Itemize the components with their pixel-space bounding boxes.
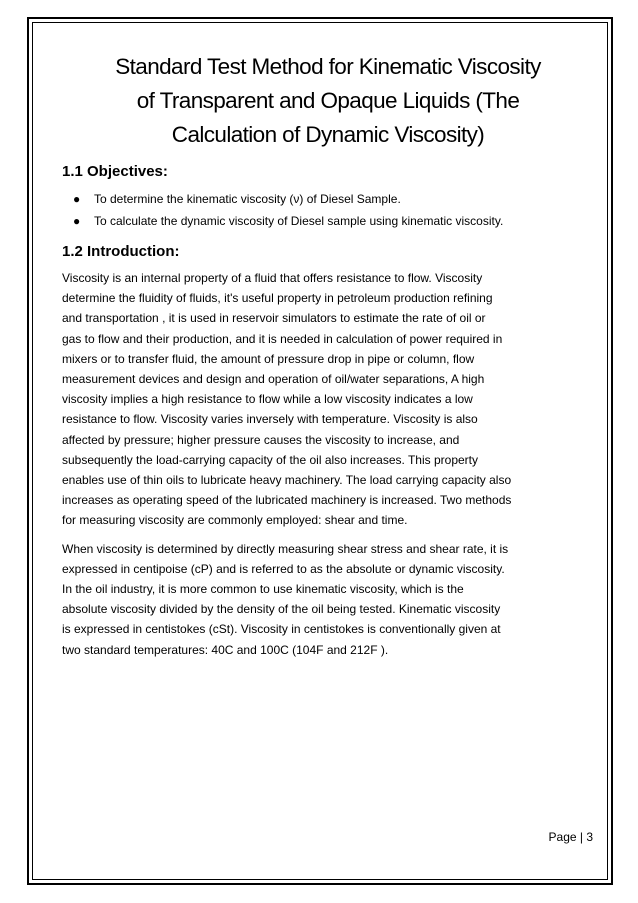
objectives-list: [62, 188, 594, 232]
bullet-icon: ●: [73, 192, 81, 206]
page-number: Page | 3: [548, 830, 593, 844]
title-line: of Transparent and Opaque Liquids (The: [136, 88, 520, 113]
introduction-heading: 1.2 Introduction:: [62, 243, 180, 260]
paragraph-line: subsequently the load-carrying capacity of the oil also increases. This property: [62, 452, 478, 467]
objective-text: To determine the kinematic viscosity (ν) of Diesel Sample.: [94, 192, 401, 206]
paragraph-line: absolute viscosity divided by the density of the oil being tested. Kinematic viscosity: [62, 602, 501, 617]
title-line: Standard Test Method for Kinematic Viscosity: [115, 54, 541, 79]
paragraph-line: enables use of thin oils to lubricate heavy machinery. The load carrying capacity also: [62, 473, 512, 488]
paragraph-line: Viscosity is an internal property of a fluid that offers resistance to flow. Viscosity: [62, 271, 483, 285]
paragraph-line: viscosity implies a high resistance to flow while a low viscosity indicates a low: [62, 392, 473, 407]
paragraph-line: for measuring viscosity are commonly employed: shear and time.: [62, 513, 408, 528]
objective-text: To calculate the dynamic viscosity of Diesel sample using kinematic viscosity.: [94, 214, 504, 228]
paragraph-line: affected by pressure; higher pressure causes the viscosity to increase, and: [62, 432, 460, 447]
paragraph-line: determine the fluidity of fluids, it's useful property in petroleum production refining: [62, 291, 493, 306]
bullet-icon: ●: [73, 214, 81, 228]
objectives-heading: 1.1 Objectives:: [62, 163, 168, 180]
paragraph-line: resistance to flow. Viscosity varies inversely with temperature. Viscosity is also: [62, 412, 478, 427]
document-title: [62, 50, 594, 152]
paragraph-line: increases as operating speed of the lubricated machinery is increased. Two methods: [62, 493, 512, 508]
document-content: [62, 50, 594, 668]
introduction-paragraph-2: [62, 539, 594, 660]
paragraph-line: expressed in centipoise (cP) and is referred to as the absolute or dynamic viscosity.: [62, 561, 505, 576]
paragraph-line: is expressed in centistokes (cSt). Viscosity in centistokes is conventionally given at: [62, 622, 501, 637]
paragraph-line: gas to flow and their production, and it is needed in calculation of power required in: [62, 331, 503, 346]
paragraph-line: mixers or to transfer fluid, the amount of pressure drop in pipe or column, flow: [62, 351, 475, 366]
paragraph-line: When viscosity is determined by directly measuring shear stress and shear rate, it is: [62, 541, 509, 556]
paragraph-line: measurement devices and design and operation of oil/water separations, A high: [62, 372, 485, 387]
introduction-paragraph-1: [62, 268, 594, 531]
list-item: [62, 210, 594, 232]
paragraph-line: and transportation , it is used in reservoir simulators to estimate the rate of oil or: [62, 311, 486, 326]
paragraph-line: two standard temperatures: 40C and 100C (104F and 212F ).: [62, 642, 389, 657]
title-line: Calculation of Dynamic Viscosity): [171, 122, 485, 147]
list-item: [62, 188, 594, 210]
paragraph-line: In the oil industry, it is more common to use kinematic viscosity, which is the: [62, 582, 464, 597]
